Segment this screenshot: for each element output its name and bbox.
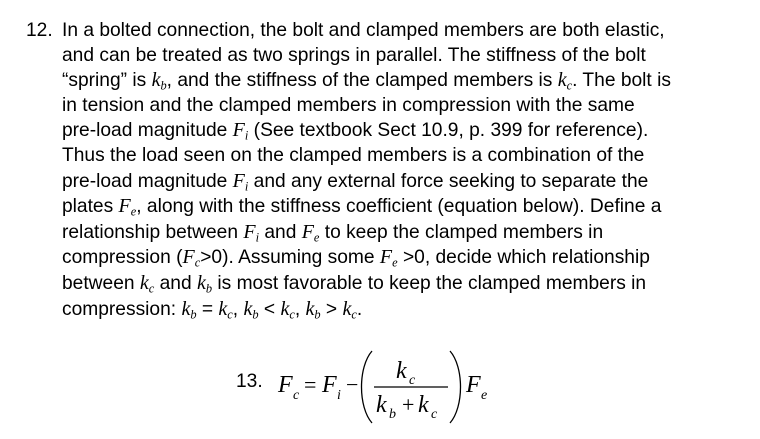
problem-12 bbox=[26, 19, 730, 322]
text-line: relationship between $F_i$ and $F_e$ to keep the clamped members in bbox=[62, 220, 604, 245]
eq-minus: − bbox=[346, 372, 359, 397]
math-symbol: $k_b$ bbox=[196, 271, 213, 296]
text-line: in tension and the clamped members in compression with the same bbox=[62, 94, 635, 116]
eq-term1-base: F bbox=[322, 372, 337, 398]
right-paren bbox=[450, 351, 461, 423]
eq-denom-plus: + bbox=[402, 392, 415, 417]
eq-numerator-sub: c bbox=[409, 373, 416, 388]
math-symbol: $k_c$ bbox=[218, 297, 233, 321]
eq-denom-kb-sub: b bbox=[389, 407, 396, 422]
equation-number: 13. bbox=[236, 371, 263, 392]
equation-13 bbox=[236, 345, 556, 429]
text-line: between $k_c$ and $k_b$ is most favorable to keep the clamped members in bbox=[62, 271, 647, 296]
text-line: Thus the load seen on the clamped members is a combination of the bbox=[62, 144, 645, 166]
math-symbol: $k_b$ bbox=[305, 297, 321, 321]
math-symbol: $F_e$ bbox=[301, 220, 320, 245]
eq-factor-base: F bbox=[466, 372, 481, 398]
eq-denom-kb-base: k bbox=[376, 392, 387, 418]
stiffness-equation bbox=[236, 345, 556, 429]
text-line: compression: $k_b = k_c$, $k_b < k_c$, $k_b > k_c$. bbox=[62, 297, 363, 321]
math-symbol: $F_i$ bbox=[232, 169, 249, 194]
text-line: In a bolted connection, the bolt and clamped members are both elastic, bbox=[62, 20, 665, 41]
problem-text bbox=[62, 19, 730, 322]
math-symbol: $k_c$ bbox=[280, 297, 295, 321]
math-symbol: $k_b$ bbox=[243, 297, 259, 321]
left-paren bbox=[362, 351, 373, 423]
math-symbol: $k_b$ bbox=[181, 297, 197, 321]
problem-number: 12. bbox=[26, 20, 53, 41]
text-line: “spring” is $k_b$, and the stiffness of the clamped members is $k_c$. The bolt is bbox=[62, 69, 671, 93]
math-symbol: $F_i$ bbox=[232, 119, 249, 143]
eq-lhs-base: F bbox=[278, 372, 293, 398]
eq-denom-kc-base: k bbox=[418, 392, 429, 418]
eq-denom-kc-sub: c bbox=[431, 407, 438, 422]
eq-lhs-sub: c bbox=[293, 388, 300, 403]
text-line: compression $(F_c>0)$. Assuming some $F_e >0$, decide which relationship bbox=[62, 246, 650, 270]
math-symbol: $k_c$ bbox=[342, 297, 357, 321]
text-line: pre-load magnitude $F_i$ and any external force seeking to separate the bbox=[62, 169, 649, 194]
math-symbol: $F_i$ bbox=[243, 220, 260, 245]
eq-factor-sub: e bbox=[481, 388, 488, 403]
text-line: pre-load magnitude $F_i$ (See textbook Sect 10.9, p. 399 for reference). bbox=[62, 119, 649, 143]
eq-numerator-base: k bbox=[396, 358, 407, 384]
math-symbol: $k_b$ bbox=[151, 69, 167, 93]
math-symbol: $k_c$ bbox=[139, 271, 155, 296]
text-line: and can be treated as two springs in parallel. The stiffness of the bolt bbox=[62, 44, 646, 66]
math-symbol: $F_c$ bbox=[182, 246, 201, 270]
eq-term1-sub: i bbox=[337, 388, 341, 403]
math-symbol: $F_e$ bbox=[118, 195, 137, 219]
math-symbol: $k_c$ bbox=[557, 69, 573, 93]
eq-equals: = bbox=[304, 372, 317, 397]
text-line: plates $F_e$, along with the stiffness coefficient (equation below). Define a bbox=[62, 195, 662, 219]
math-symbol: $F_e$ bbox=[379, 246, 398, 270]
